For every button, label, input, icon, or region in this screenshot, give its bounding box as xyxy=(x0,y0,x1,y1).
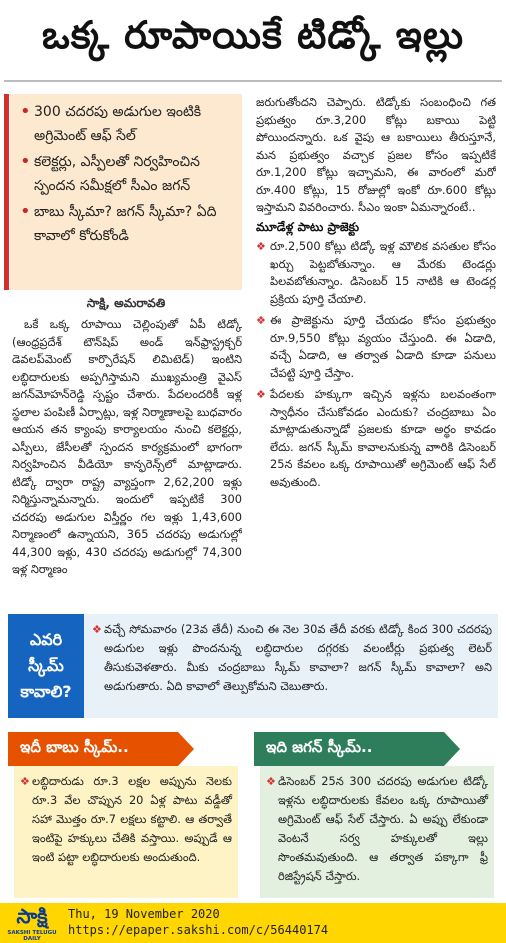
bullet-text: ఈ ప్రాజెక్టును పూర్తి చేయడం కోసం ప్రభుత్వం రూ.9,550 కోట్లు వ్యయం చేస్తుంది. ఈ ఏడాది, వచ్చే ఏడాది, ఆ తర్వాత ఏడాది కూడా పనులు చేపట్టి పూర్తి చేస్తాం. xyxy=(270,313,496,380)
sakshi-logo: సాక్షి xyxy=(16,904,48,928)
babu-scheme-title: ఇదీ బాబు స్కీమ్.. xyxy=(8,732,178,766)
diamond-bullet-icon: ❖ xyxy=(266,775,276,788)
publish-date: Thu, 19 November 2020 xyxy=(68,907,220,921)
highlight-item: • బాబు స్కీమా? జగన్ స్కీమా? ఏది కావాలో కోరుకోండి xyxy=(20,200,236,248)
highlight-item: • 300 చదరపు అడుగుల ఇంటికి అగ్రిమెంట్ ఆఫ్ సేల్ xyxy=(20,100,236,148)
bullet-item xyxy=(256,238,496,308)
highlights-box xyxy=(10,94,242,290)
divider xyxy=(4,80,502,82)
body-paragraph: జరుగుతోందని చెప్పారు. టిడ్కోకు సంబంధించి గత ప్రభుత్వం రూ.3,200 కోట్లు బకాయి పెట్టి పోయిందన్నారు. ఒక వైపు ఆ బకాయిలు తీరుస్తూనే, మన ప్రభుత్వం వచ్చాక ప్రజల కోసం ఇప్పటికే రూ.1,200 కోట్లు ఇచ్చామని, ఈ వారంలో మరో రూ.400 కోట్లు, 15 రోజుల్లో ఇంకో రూ.600 కోట్లు ఇస్తామని వివరించారు. సీఎం ఇంకా ఏమన్నారంటే.. xyxy=(256,95,496,214)
right-column xyxy=(256,94,496,606)
page-title: ఒక్క రూపాయికే టిడ్కో ఇల్లు xyxy=(41,13,465,57)
body-paragraph: ఒకే ఒక్క రూపాయి చెల్లింపుతో ఏపీ టిడ్కో (ఆంధ్రప్రదేశ్ టౌన్‌షిప్ అండ్ ఇన్‌ఫ్రాస్ట్రక్చర్ డెవలప్‌మెంట్ కార్పొరేషన్ లిమిటెడ్) ఇంటిని లబ్ధిదారులకు అప్పగిస్తామని ముఖ్యమంత్రి వైఎస్ జగన్‌మోహన్‌రెడ్డి స్పష్టం చేశారు. పేదలందరికీ ఇళ్ల స్థలాల పంపిణీ ఏర్పాట్లు, ఇళ్ల నిర్మాణాలపై బుధవారం ఆయన తన క్యాంపు కార్యాలయం నుంచి కలెక్టర్లు, ఎస్పీలు, జేసీలతో స్పందన కార్యక్రమంలో భాగంగా నిర్వహించిన వీడియో కాన్ఫరెన్స్‌లో మాట్లాడారు. టిడ్కో ద్వారా రాష్ట్ర వ్యాప్తంగా 2,62,200 ఇళ్లు నిర్మిస్తున్నామన్నారు. ఇందులో ఇప్పటికే 300 చదరపు అడుగుల విస్తీర్ణం గల ఇళ్లు 1,43,600 నిర్మాణంలో ఉన్నాయని, 365 చదరపు అడుగుల్లో 44,300 ఇళ్లు, 430 చదరపు అడుగుల్లో 74,300 ఇళ్ల నిర్మాణం xyxy=(12,317,242,576)
babu-scheme-text: లబ్ధిదారుడు రూ.3 లక్షల అప్పును నెలకు రూ.3 వేల చొప్పున 20 ఏళ్ల పాటు వడ్డీతో సహా మొత్తం రూ.7 లక్షలు కట్టాలి. ఆ తర్వాతే ఇంటిపై హక్కులు చేతికి వస్తాయి. అప్పుడే ఆ ఇంటి పట్టా లబ్ధిదారులకు అందుతుంది. xyxy=(32,774,232,864)
whose-scheme-title: ఎవరి స్కీమ్ కావాలి? xyxy=(8,614,84,718)
whose-scheme-text xyxy=(92,620,492,696)
jagan-scheme-body xyxy=(260,766,494,898)
jagan-scheme-title: ఇది జగన్ స్కీమ్.. xyxy=(254,732,444,766)
babu-scheme-box xyxy=(8,732,244,898)
highlight-item: • కలెక్టర్లు, ఎస్పీలతో నిర్వహించిన స్పందన సమీక్షలో సీఎం జగన్ xyxy=(20,150,236,198)
bullet-text: పేదలకు హక్కుగా ఇచ్చిన ఇళ్లను బలవంతంగా స్వాధీనం చేసుకోవడం ఎందుకు? చంద్రబాబు ఏం మాట్లాడుతున్నాడో ప్రజలకు కూడా అర్థం కావడం లేదు. జగన్ స్కీమ్ కావాలనుకున్న వాారికి డిసెంబర్ 25న కేవలం ఒక్క రూపాయితో అగ్రిమెంట్ ఆఫ్ సేల్ అవుతుంది. xyxy=(270,387,496,489)
byline: సాక్షి, అమరావతి xyxy=(86,296,166,310)
bullet-text: రూ.2,500 కోట్లు టిడ్కో ఇళ్ల మౌలిక వసతుల కోసం ఖర్చు పెట్టబోతున్నాం. ఆ మేరకు టెండర్లు పిలవబోతున్నాం. డిసెంబర్ 15 నాటికి ఆ టెండర్ల ప్రక్రియ పూర్తి చేయాలి. xyxy=(270,239,496,306)
jagan-scheme-box xyxy=(254,732,500,898)
diamond-bullet-icon: ❖ xyxy=(92,623,102,636)
left-column xyxy=(12,316,242,606)
highlight-bar xyxy=(4,94,9,290)
sakshi-logo-tagline: SAKSHI TELUGU DAILY xyxy=(7,930,57,942)
jagan-scheme-text: డిసెంబర్ 25న 300 చదరపు అడుగుల టిడ్కో ఇళ్లను లబ్ధిదారులకు కేవలం ఒక్క రూపాయితో అగ్రిమెంట్ ఆఫ్ సేల్ చేస్తారు. ఏ అప్పు లేకుండా వెంటనే సర్వ హక్కులతో ఇల్లు సొంతమవుతుంది. ఆ తర్వాత పక్కాగా ఫ్రీ రిజిస్ట్రేషన్ చేస్తారు. xyxy=(278,774,488,883)
bullet-item xyxy=(256,312,496,382)
epaper-link[interactable]: https://epaper.sakshi.com/c/56440174 xyxy=(68,923,329,937)
diamond-bullet-icon: ❖ xyxy=(20,775,30,788)
diamond-bullet-icon: ❖ xyxy=(256,240,266,253)
whose-scheme-body: వచ్చే సోమవారం (23వ తేదీ) నుంచి ఈ నెల 30వ తేదీ వరకు టిడ్కో కింద 300 చదరపు అడుగుల ఇళ్లు పొందనున్న లబ్ధిదారుల దగ్గరకు వలంటీర్లు ప్రభుత్వ లెటర్ తీసుకువెళతారు. మీకు చంద్రబాబు స్కీమ్ కావాలా? జగన్ స్కీమ్ కావాలా? అని అడుగుతారు. ఏది కావాలో తెల్పుకోమని చెబుతారు. xyxy=(104,622,492,693)
diamond-bullet-icon: ❖ xyxy=(256,388,266,401)
subheading: మూడేళ్ల పాటు ప్రాజెక్టు xyxy=(256,219,360,234)
diamond-bullet-icon: ❖ xyxy=(256,314,266,327)
babu-scheme-body xyxy=(14,766,238,898)
bullet-item xyxy=(256,386,496,491)
